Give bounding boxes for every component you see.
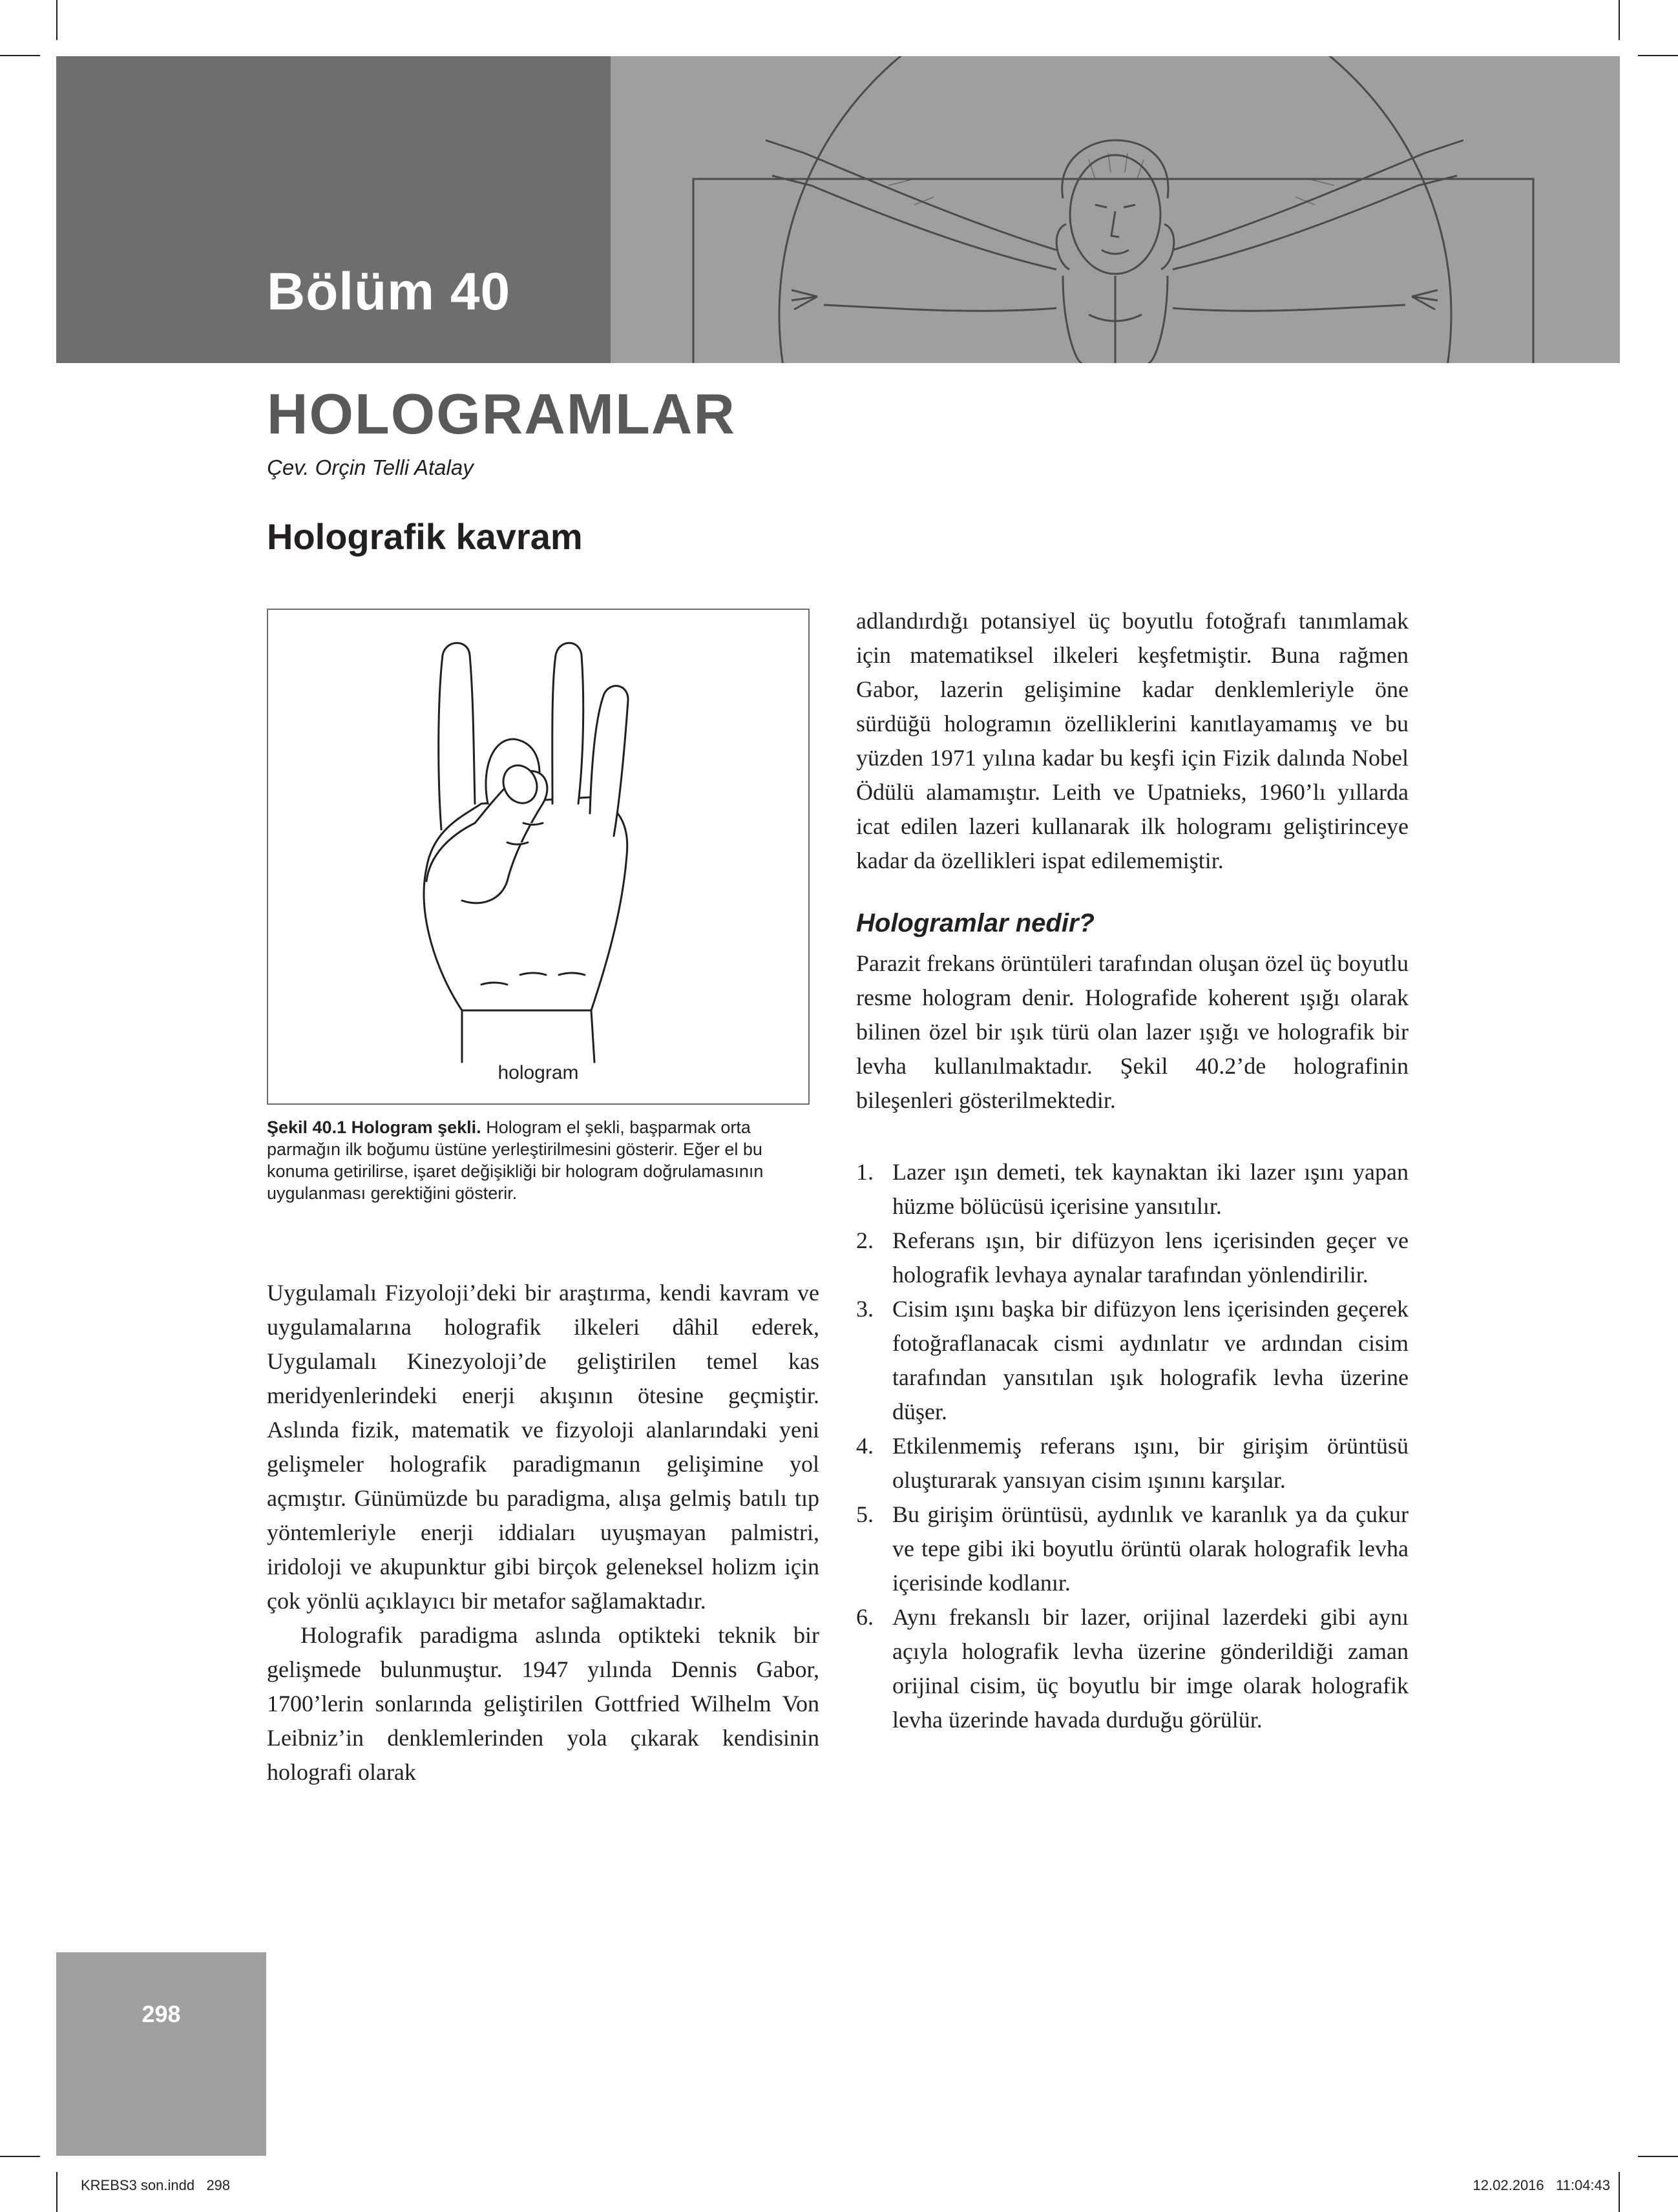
list-text: Lazer ışın demeti, tek kaynaktan iki lazer ışını yapan hüzme bölücüsü içerisine yansıtılır. [892,1159,1409,1219]
figure-caption [267,1116,810,1204]
vitruvian-man-illustration [611,56,1620,363]
list-text: Referans ışın, bir difüzyon lens içerisinden geçer ve holografik levhaya aynalar tarafından yönlendirilir. [892,1227,1409,1288]
list-text: Etkilenmemiş referans ışını, bir girişim örüntüsü oluşturarak yansıyan cisim ışınını karşılar. [892,1433,1409,1493]
chapter-title: HOLOGRAMLAR [267,382,736,446]
left-column [267,1276,819,1789]
list-number: 4. [856,1433,874,1459]
crop-mark [0,2156,40,2157]
body-paragraph: Parazit frekans örüntüleri tarafından oluşan özel üç boyutlu resme hologram denir. Holografide koherent ışığı olarak bilinen özel bir ışık türü olan lazer ışığı ve holografik bir levha kullanılmaktadır. Şekil 40.2’de holografinin bileşenleri gösterilmektedir. [856,950,1409,1113]
caption-title: Hologram şekli. [351,1118,481,1137]
print-slug-timestamp: 12.02.2016 11:04:43 [1473,2177,1610,2193]
body-paragraph: Uygulamalı Fizyoloji’deki bir araştırma, kendi kavram ve uygulamalarına holografik ilkeleri dâhil ederek, Uygulamalı Kinezyoloji’de geliştirilen temel kas meridyenlerindeki enerji akışının ötesine geçmiştir. Aslında fizik, matematik ve fizyoloji alanlarındaki yeni gelişmeler holografik paradigmanın gelişimine yol açmıştır. Günümüzde bu paradigma, alışa gelmiş batılı tıp yöntemleriyle enerji iddiaları uyuşmayan palmistri, iridoloji ve akupunktur gibi birçok geleneksel holizm için çok yönlü açıklayıcı bir metafor sağlamaktadır. [267,1280,819,1614]
body-paragraph-continued: adlandırdığı potansiyel üç boyutlu fotoğrafı tanımlamak için matematiksel ilkeleri keşfetmiştir. Buna rağmen Gabor, lazerin gelişimine kadar denklemleriyle öne sürdüğü hologramın özelliklerini kanıtlayamamış ve bu yüzden 1971 yılına kadar bu keşfi için Fizik dalında Nobel Ödülü alamamıştır. Leith ve Upatnieks, 1960’lı yıllarda icat edilen lazeri kullanarak ilk hologramı geliştirinceye kadar da özellikleri ispat edilememiştir. [856,608,1409,873]
list-number: 6. [856,1604,874,1630]
steps-list [856,1155,1409,1737]
list-text: Bu girişim örüntüsü, aydınlık ve karanlık ya da çukur ve tepe gibi iki boyutlu örüntü olarak holografik levha içerisinde kodlanır. [892,1501,1409,1596]
list-item [856,1155,1409,1224]
crop-mark [1638,55,1678,56]
subheading: Hologramlar nedir? [856,909,1095,937]
list-item [856,1600,1409,1737]
caption-ref: Şekil 40.1 [267,1118,347,1137]
figure-label: hologram [498,1062,579,1083]
list-item [856,1224,1409,1292]
list-number: 1. [856,1159,874,1185]
crop-mark [56,2172,58,2212]
body-paragraph: Holografik paradigma aslında optikteki teknik bir gelişmede bulunmuştur. 1947 yılında Dennis Gabor, 1700’lerin sonlarında geliştirilen Gottfried Wilhelm Von Leibniz’in denklemlerinden yola çıkarak kendisinin holografi olarak [267,1622,819,1785]
print-slug-file: KREBS3 son.indd 298 [81,2177,231,2193]
crop-mark [1619,2172,1620,2212]
list-item [856,1292,1409,1429]
list-number: 3. [856,1296,874,1322]
section-title: Holografik kavram [267,516,583,557]
list-number: 2. [856,1227,874,1253]
list-text: Aynı frekanslı bir lazer, orijinal lazerdeki gibi aynı açıyla holografik levha üzerine gönderildiği zaman orijinal cisim, üç boyutlu bir imge olarak holografik levha üzerinde havada durduğu görülür. [892,1604,1409,1733]
crop-mark [1638,2156,1678,2157]
list-text: Cisim ışını başka bir difüzyon lens içerisinden geçerek fotoğraflanacak cismi aydınlatır ve ardından cisim tarafından yansıtılan ışık holografik levha üzerine düşer. [892,1296,1409,1424]
list-item [856,1429,1409,1497]
right-column [856,604,1409,1737]
crop-mark [0,55,40,56]
crop-mark [1619,0,1620,40]
page-number-box [56,1952,266,2156]
page-number: 298 [142,2001,181,2027]
list-number: 5. [856,1501,874,1527]
hand-hologram-gesture-icon [268,610,811,1106]
figure-hologram-hand [267,609,810,1105]
caption-text: Hologram el şekli, başparmak orta parmağın ilk boğumu üstüne yerleştirilmesini gösterir. Eğer el bu konuma getirilirse, işaret değişikliği bir hologram doğrulamasının uygulanması gerektiğini gösterir. [267,1118,764,1203]
chapter-number: Bölüm 40 [267,262,511,321]
translator-credit: Çev. Orçin Telli Atalay [267,455,474,479]
list-item [856,1497,1409,1600]
crop-mark [56,0,58,40]
